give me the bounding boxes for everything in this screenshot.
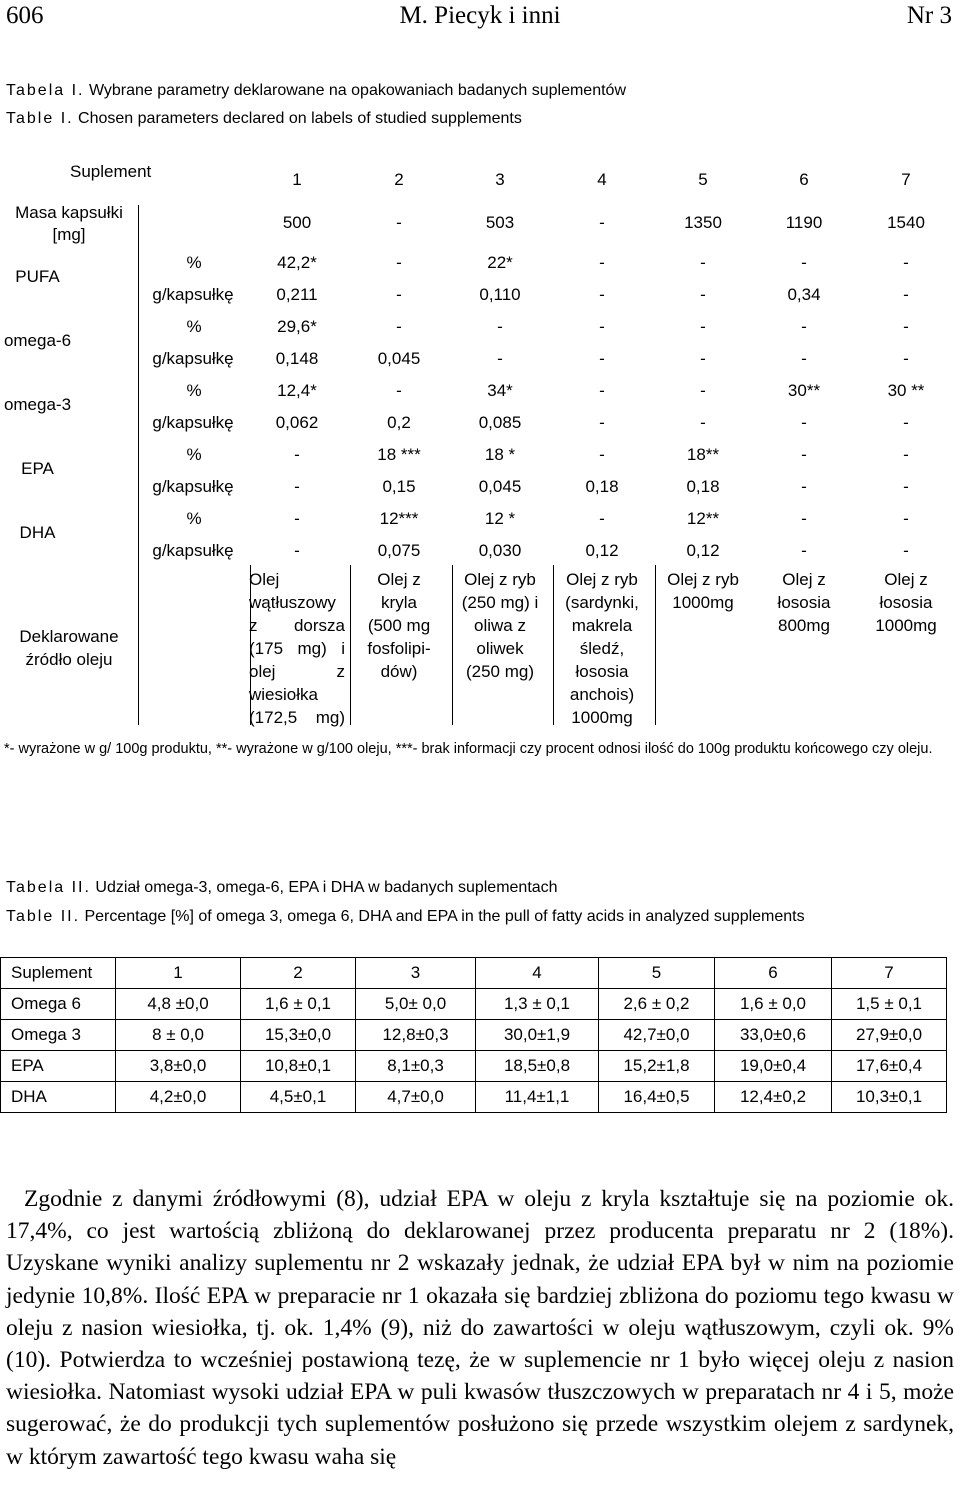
table1-cell: -: [903, 541, 909, 560]
table1-label-pl: Tabela I.: [6, 82, 85, 99]
table2-cell: 4,7±0,0: [356, 1082, 476, 1113]
issue-number: Nr 3: [906, 2, 952, 29]
table1-cell: -: [903, 509, 909, 528]
running-header-authors: M. Piecyk i inni: [399, 2, 561, 29]
table1-cell: -: [396, 285, 402, 304]
table1-cell: 1350: [684, 213, 722, 232]
table1-cell: 0,18: [585, 477, 619, 496]
table1-cell: 1190: [785, 213, 823, 232]
table1-source-label: Deklarowane źródło oleju: [19, 627, 119, 669]
table1-source-cell: Olej z ryb (250 mg) i oliwa z oliwek (250 mg): [461, 570, 539, 681]
table1-cell: -: [801, 509, 807, 528]
table1-column-header: 4: [597, 170, 607, 189]
table1-cell: 0,211: [276, 285, 318, 304]
table1-cell: 30**: [787, 381, 821, 400]
table1-cell: 12,4*: [277, 381, 317, 400]
table1-cell: 1540: [887, 213, 925, 232]
table1-source-cell: Olej z łososia 800mg: [777, 570, 831, 635]
table1-unit-label: %: [186, 253, 202, 272]
table1-source-cell: Olej wątłuszowy z dorsza (175 mg) i olej z wiesiołka (172,5 mg): [249, 570, 345, 727]
table1-cell: 22*: [487, 253, 513, 272]
table1-cell: 34*: [487, 381, 513, 400]
table1-cell: 18 ***: [377, 445, 421, 464]
table2-cell: 4,5±0,1: [241, 1082, 356, 1113]
table2-title-pl: Udział omega-3, omega-6, EPA i DHA w badanych suplementach: [95, 879, 558, 896]
table1-row-label: PUFA: [15, 267, 60, 286]
table1-cell: -: [700, 413, 706, 432]
table1-unit-label: g/kapsułkę: [152, 477, 234, 496]
table1-cell: 500: [282, 213, 312, 232]
table1-column-header: 7: [901, 170, 911, 189]
table2-cell: 12,4±0,2: [715, 1082, 832, 1113]
table1-label-en: Table I.: [6, 110, 74, 127]
table2-cell: 12,8±0,3: [356, 1020, 476, 1051]
table1-cell: 0,2: [387, 413, 411, 432]
table1-cell: -: [903, 253, 909, 272]
table2-cell: 1,6 ± 0,0: [715, 989, 832, 1020]
table2-cell: 1,3 ± 0,1: [476, 989, 599, 1020]
table1-unit-label: %: [186, 317, 202, 336]
table1-cell: 18 *: [484, 445, 516, 464]
table1-row-label: DHA: [19, 523, 56, 542]
table1-cell: -: [599, 285, 605, 304]
table2-cell: 42,7±0,0: [599, 1020, 715, 1051]
table1-rule: [655, 565, 656, 725]
table2-cell: 30,0±1,9: [476, 1020, 599, 1051]
table2-cell: 4,8 ±0,0: [116, 989, 241, 1020]
table1-cell: -: [700, 285, 706, 304]
table2-row: [1, 989, 947, 1020]
table1-cell: 12***: [379, 509, 419, 528]
table1-cell: -: [599, 317, 605, 336]
page-number: 606: [6, 2, 44, 29]
table1-column-header: 5: [698, 170, 708, 189]
table1-unit-label: %: [186, 509, 202, 528]
table1-caption-pl: [6, 82, 626, 100]
table1-cell: 0,12: [686, 541, 720, 560]
body-paragraph: [6, 1183, 954, 1473]
table1-cell: -: [599, 509, 605, 528]
table2-cell: 10,3±0,1: [832, 1082, 947, 1113]
table2-row-label: Omega 6: [1, 989, 116, 1020]
table1-cell: -: [700, 253, 706, 272]
table1-cell: -: [599, 381, 605, 400]
table1-cell: 0,110: [479, 285, 521, 304]
table1-title-pl: Wybrane parametry deklarowane na opakowaniach badanych suplementów: [88, 82, 626, 99]
table2-column-header: 1: [116, 958, 241, 989]
table1-corner-label: Suplement: [70, 162, 152, 181]
table2-cell: 19,0±0,4: [715, 1051, 832, 1082]
table2-row-label: Omega 3: [1, 1020, 116, 1051]
table2-header-row: [1, 958, 947, 989]
table1-unit-label: %: [186, 381, 202, 400]
table1-unit-label: %: [186, 445, 202, 464]
table1-cell: -: [294, 477, 300, 496]
table1-cell: -: [599, 445, 605, 464]
table1-unit-label: g/kapsułkę: [152, 413, 234, 432]
table2: [0, 957, 947, 1113]
table1-cell: -: [903, 349, 909, 368]
table1-footnote: *- wyrażone w g/ 100g produktu, **- wyrażone w g/100 oleju, ***- brak informacji czy procent odnosi ilość do 100g produktu końcowego czy oleju.: [4, 741, 933, 757]
table2-column-header: 2: [241, 958, 356, 989]
table2-cell: 11,4±1,1: [476, 1082, 599, 1113]
table1-cell: 29,6*: [277, 317, 317, 336]
table2-label-pl: Tabela II.: [6, 879, 91, 896]
table1-rule: [553, 565, 554, 725]
table1-cell: 12 *: [484, 509, 516, 528]
table1-cell: -: [396, 381, 402, 400]
table2-caption-en: [6, 908, 805, 926]
table2-cell: 5,0± 0,0: [356, 989, 476, 1020]
table1-cell: 0,148: [275, 349, 319, 368]
table2-column-header: Suplement: [1, 958, 116, 989]
table1-cell: 30 **: [887, 381, 925, 400]
table2-cell: 3,8±0,0: [116, 1051, 241, 1082]
table1-rule: [350, 565, 351, 725]
table1-column-header: 2: [394, 170, 404, 189]
paragraph-text: Zgodnie z danymi źródłowymi (8), udział EPA w oleju z kryla kształtuje się na poziomie ok. 17,4%, co jest wartością zbliżoną do deklarowanej przez producenta preparatu nr 2 (18%). Uzyskane wyniki analizy suplementu nr 2 wskazały jednak, że udział EPA był w nim na poziomie jedynie 10,8%. Ilość EPA w preparacie nr 1 okazała się bardziej zbliżona do poziomu tego kwasu w oleju z nasion wiesiołka, tj. ok. 1,4% (9), niż do zawartości w oleju wątłuszowym, czyli ok. 9% (10). Potwierdza to wcześniej postawioną tezę, że w suplemencie nr 1 było więcej oleju z nasion wiesiołka. Natomiast wysoki udział EPA w puli kwasów tłuszczowych w preparatach nr 4 i 5, może sugerować, że do produkcji tych suplementów posłużono się przede wszystkim olejem z sardynek, w którym zawartość tego kwasu waha się: [6, 1186, 954, 1470]
table1: [0, 160, 960, 730]
table2-caption-pl: [6, 879, 558, 897]
table1-cell: -: [903, 285, 909, 304]
table1-cell: -: [801, 541, 807, 560]
table1-cell: 503: [485, 213, 515, 232]
table1-cell: -: [801, 477, 807, 496]
table2-cell: 8 ± 0,0: [116, 1020, 241, 1051]
table2-cell: 4,2±0,0: [116, 1082, 241, 1113]
table1-cell: -: [294, 509, 300, 528]
table2-cell: 1,5 ± 0,1: [832, 989, 947, 1020]
table1-cell: -: [497, 349, 503, 368]
table1-cell: 0,12: [585, 541, 619, 560]
table1-cell: -: [801, 317, 807, 336]
table1-cell: 12**: [686, 509, 720, 528]
table2-cell: 10,8±0,1: [241, 1051, 356, 1082]
table1-cell: -: [599, 413, 605, 432]
table1-cell: 0,062: [275, 413, 319, 432]
table1-cell: 0,045: [478, 477, 522, 496]
table2-cell: 18,5±0,8: [476, 1051, 599, 1082]
table1-cell: -: [700, 317, 706, 336]
table2-column-header: 3: [356, 958, 476, 989]
table2-cell: 8,1±0,3: [356, 1051, 476, 1082]
table1-column-header: 6: [799, 170, 809, 189]
table1-rule: [452, 565, 453, 725]
table1-cell: -: [801, 413, 807, 432]
table2-row-label: DHA: [1, 1082, 116, 1113]
table1-column-header: 1: [292, 170, 302, 189]
table1-cell: -: [599, 253, 605, 272]
table2-column-header: 7: [832, 958, 947, 989]
table2-column-header: 5: [599, 958, 715, 989]
table1-cell: 42,2*: [277, 253, 317, 272]
table2-cell: 27,9±0,0: [832, 1020, 947, 1051]
table1-cell: 0,085: [478, 413, 522, 432]
table1-column-header: 3: [495, 170, 505, 189]
table1-cell: -: [903, 445, 909, 464]
table2-cell: 16,4±0,5: [599, 1082, 715, 1113]
table1-cell: -: [396, 317, 402, 336]
table1-row-label: EPA: [21, 459, 54, 478]
table2-cell: 33,0±0,6: [715, 1020, 832, 1051]
table1-source-cell: Olej z ryb 1000mg: [667, 570, 739, 612]
table2-cell: 17,6±0,4: [832, 1051, 947, 1082]
table1-cell: -: [599, 349, 605, 368]
table1-cell: -: [497, 317, 503, 336]
table1-capsule-mass-label: Masa kapsułki [mg]: [15, 203, 123, 244]
table1-cell: -: [396, 213, 402, 232]
table2-title-en: Percentage [%] of omega 3, omega 6, DHA and EPA in the pull of fatty acids in analyzed supplements: [84, 908, 805, 925]
table1-unit-label: g/kapsułkę: [152, 541, 234, 560]
table1-cell: 0,075: [377, 541, 421, 560]
table1-cell: 0,18: [686, 477, 720, 496]
table1-cell: -: [903, 317, 909, 336]
table1-caption-en: [6, 110, 522, 128]
table1-cell: 0,045: [377, 349, 421, 368]
table2-label-en: Table II.: [6, 908, 81, 925]
table1-cell: -: [903, 477, 909, 496]
table2-column-header: 6: [715, 958, 832, 989]
table1-cell: 0,15: [382, 477, 416, 496]
table2-row-label: EPA: [1, 1051, 116, 1082]
table1-row-label: omega-6: [3, 331, 72, 350]
table2-row: [1, 1082, 947, 1113]
table1-cell: -: [599, 213, 605, 232]
table1-unit-label: g/kapsułkę: [152, 285, 234, 304]
table1-cell: 18**: [686, 445, 720, 464]
table1-cell: -: [294, 445, 300, 464]
table1-cell: 0,030: [478, 541, 522, 560]
table1-cell: -: [801, 445, 807, 464]
table1-cell: -: [700, 349, 706, 368]
table1-source-cell: Olej z ryb (sardynki, makrela śledź, łososia anchois) 1000mg: [565, 570, 639, 727]
table1-source-cell: Olej z łososia 1000mg: [875, 570, 937, 635]
table1-cell: -: [700, 381, 706, 400]
table2-cell: 1,6 ± 0,1: [241, 989, 356, 1020]
table1-cell: -: [801, 349, 807, 368]
table1-cell: -: [903, 413, 909, 432]
table2-row: [1, 1020, 947, 1051]
table1-cell: -: [396, 253, 402, 272]
table2-cell: 15,2±1,8: [599, 1051, 715, 1082]
table1-cell: 0,34: [787, 285, 821, 304]
table1-title-en: Chosen parameters declared on labels of studied supplements: [78, 110, 522, 127]
table2-column-header: 4: [476, 958, 599, 989]
table1-row-label: omega-3: [3, 395, 72, 414]
table2-cell: 15,3±0,0: [241, 1020, 356, 1051]
table1-cell: -: [294, 541, 300, 560]
table1-unit-label: g/kapsułkę: [152, 349, 234, 368]
table1-rule: [138, 205, 139, 725]
table2-row: [1, 1051, 947, 1082]
table2-cell: 2,6 ± 0,2: [599, 989, 715, 1020]
table1-cell: -: [801, 253, 807, 272]
table1-source-cell: Olej z kryla (500 mg fosfolipi- dów): [367, 570, 431, 681]
